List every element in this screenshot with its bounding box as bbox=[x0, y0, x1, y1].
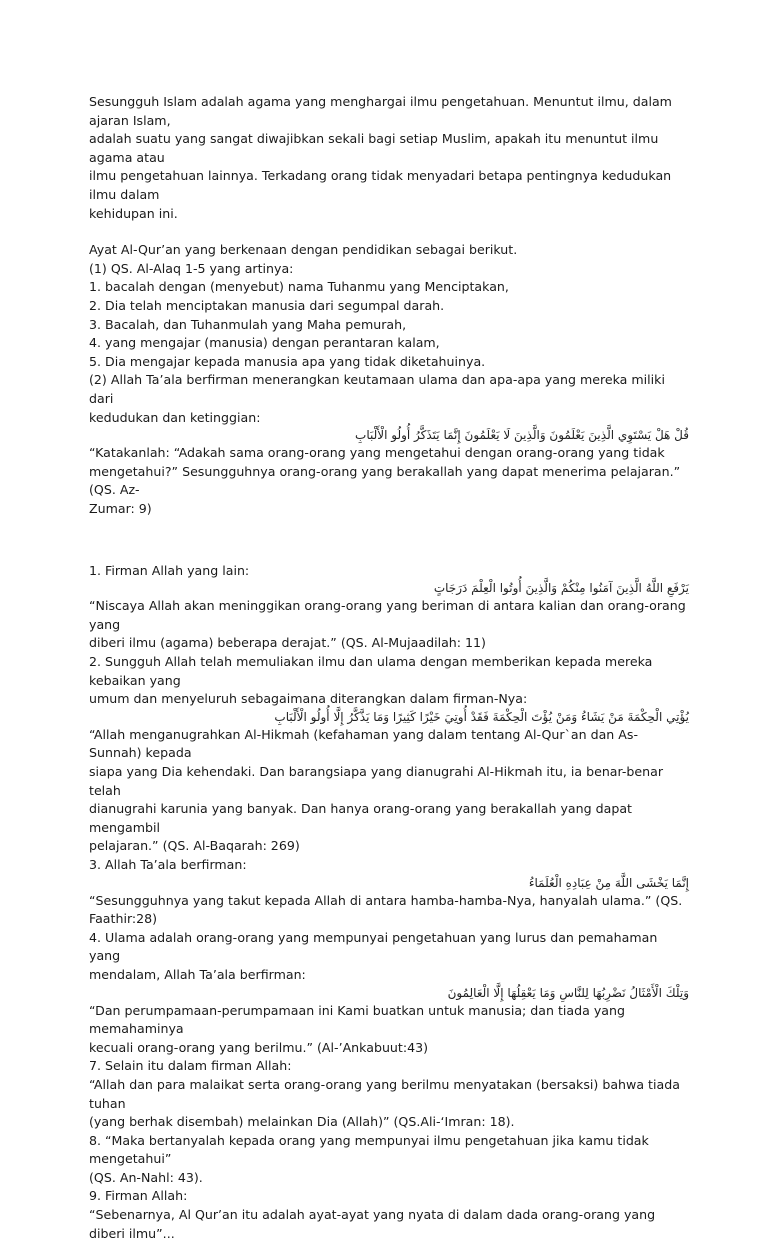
text-line: 1. bacalah dengan (menyebut) nama Tuhanmu yang Menciptakan, bbox=[89, 279, 509, 295]
intro-paragraph: Sesungguh Islam adalah agama yang menghargai ilmu pengetahuan. Menuntut ilmu, dalam ajaran Islam, adalah suatu yang sangat diwajibkan sekali bagi setiap Muslim, apakah itu menuntut ilmu agama atau ilmu pengetahuan lainnya. Terkadang orang tidak menyadari betapa pentingnya kedudukan ilmu dalam kehidupan ini. bbox=[89, 94, 672, 221]
text-line: (yang berhak disembah) melainkan Dia (Allah)” (QS.Ali-‘Imran: 18). bbox=[89, 1114, 515, 1130]
text-line: “Katakanlah: “Adakah sama orang-orang yang mengetahui dengan orang-orang yang tidak bbox=[89, 445, 665, 461]
text-line: “Dan perumpamaan-perumpamaan ini Kami buatkan untuk manusia; dan tiada yang memahaminya bbox=[89, 1002, 625, 1037]
text-line: pelajaran.” (QS. Al-Baqarah: 269) bbox=[89, 838, 300, 854]
text-line: (1) QS. Al-Alaq 1-5 yang artinya: bbox=[89, 260, 294, 276]
text-line: 7. Selain itu dalam firman Allah: bbox=[89, 1058, 292, 1074]
text-line: mengetahui?” Sesungguhnya orang-orang yang berakallah yang dapat menerima pelajaran.” (QS. Az- bbox=[89, 463, 681, 498]
document-body bbox=[89, 241, 689, 1243]
text-line: mendalam, Allah Ta’ala berfirman: bbox=[89, 966, 306, 982]
text-line: “Niscaya Allah akan meninggikan orang-orang yang beriman di antara kalian dan orang-orang yang bbox=[89, 598, 686, 632]
text-line: 1. Firman Allah yang lain: bbox=[89, 562, 250, 578]
text-line: 2. Sungguh Allah telah memuliakan ilmu dan ulama dengan memberikan kepada mereka kebaikan yang bbox=[89, 654, 653, 688]
text-line: (QS. An-Nahl: 43). bbox=[89, 1169, 203, 1185]
text-line: diberi ilmu (agama) beberapa derajat.” (QS. Al-Mujaadilah: 11) bbox=[89, 635, 486, 651]
arabic-verse: يَرْفَعِ اللَّهُ الَّذِينَ آمَنُوا مِنْكُمْ وَالَّذِينَ أُوتُوا الْعِلْمَ دَرَجَاتٍ bbox=[433, 581, 689, 596]
text-line: “Allah menganugrahkan Al-Hikmah (kefahaman yang dalam tentang Al-Qur`an dan As-Sunnah) kepada bbox=[89, 726, 639, 761]
text-line: umum dan menyeluruh sebagaimana diterangkan dalam firman-Nya: bbox=[89, 691, 528, 707]
text-line: 3. Allah Ta’ala berfirman: bbox=[89, 856, 247, 872]
blank-line bbox=[89, 531, 689, 549]
text-line: Ayat Al-Qur’an yang berkenaan dengan pendidikan sebagai berikut. bbox=[89, 242, 518, 258]
text-line: 4. Ulama adalah orang-orang yang mempunyai pengetahuan yang lurus dan pemahaman yang bbox=[89, 929, 658, 964]
text-line: (2) Allah Ta’ala berfirman menerangkan keutamaan ulama dan apa-apa yang mereka miliki dari bbox=[89, 372, 665, 406]
text-line: “Sesungguhnya yang takut kepada Allah di antara hamba-hamba-Nya, hanyalah ulama.” (QS. Faathir:28) bbox=[89, 892, 683, 927]
arabic-verse: إِنَّمَا يَخْشَى اللَّهَ مِنْ عِبَادِهِ الْعُلَمَاءُ bbox=[528, 875, 689, 890]
text-line: kecuali orang-orang yang berilmu.” (Al-’Ankabuut:43) bbox=[89, 1039, 429, 1055]
text-line: “Sebenarnya, Al Qur’an itu adalah ayat-ayat yang nyata di dalam dada orang-orang yang diberi ilmu”... bbox=[89, 1207, 656, 1241]
document-page bbox=[89, 93, 689, 1243]
text-line: 4. yang mengajar (manusia) dengan perantaran kalam, bbox=[89, 335, 440, 351]
arabic-verse: قُلْ هَلْ يَسْتَوِي الَّذِينَ يَعْلَمُونَ وَالَّذِينَ لَا يَعْلَمُونَ إِنَّمَا يَتَذَكَّرُ أُولُو الْأَلْبَابِ bbox=[355, 428, 689, 443]
text-line: 2. Dia telah menciptakan manusia dari segumpal darah. bbox=[89, 297, 445, 313]
text-line: kedudukan dan ketinggian: bbox=[89, 409, 261, 425]
text-line: 9. Firman Allah: bbox=[89, 1188, 188, 1204]
text-line: 8. “Maka bertanyalah kepada orang yang mempunyai ilmu pengetahuan jika kamu tidak mengetahui” bbox=[89, 1132, 649, 1167]
text-line: dianugrahi karunia yang banyak. Dan hanya orang-orang yang berakallah yang dapat mengambil bbox=[89, 801, 632, 835]
text-line: “Allah dan para malaikat serta orang-orang yang berilmu menyatakan (bersaksi) bahwa tiada tuhan bbox=[89, 1076, 680, 1111]
text-line: Zumar: 9) bbox=[89, 500, 152, 516]
arabic-verse: وَتِلْكَ الْأَمْثَالُ نَضْرِبُهَا لِلنَّاسِ وَمَا يَعْقِلُهَا إِلَّا الْعَالِمُونَ bbox=[447, 985, 689, 1000]
text-line: 3. Bacalah, dan Tuhanmulah yang Maha pemurah, bbox=[89, 316, 407, 332]
arabic-verse: يُؤْتِي الْحِكْمَةَ مَنْ يَشَاءُ وَمَنْ يُؤْتَ الْحِكْمَةَ فَقَدْ أُوتِيَ خَيْرًا كَثِيرًا وَمَا يَذَّكَّرُ إِلَّا أُولُو الْأَلْبَابِ bbox=[274, 709, 689, 724]
text-line: 5. Dia mengajar kepada manusia apa yang tidak diketahuinya. bbox=[89, 353, 486, 369]
text-line: siapa yang Dia kehendaki. Dan barangsiapa yang dianugrahi Al-Hikmah itu, ia benar-benar telah bbox=[89, 764, 664, 798]
